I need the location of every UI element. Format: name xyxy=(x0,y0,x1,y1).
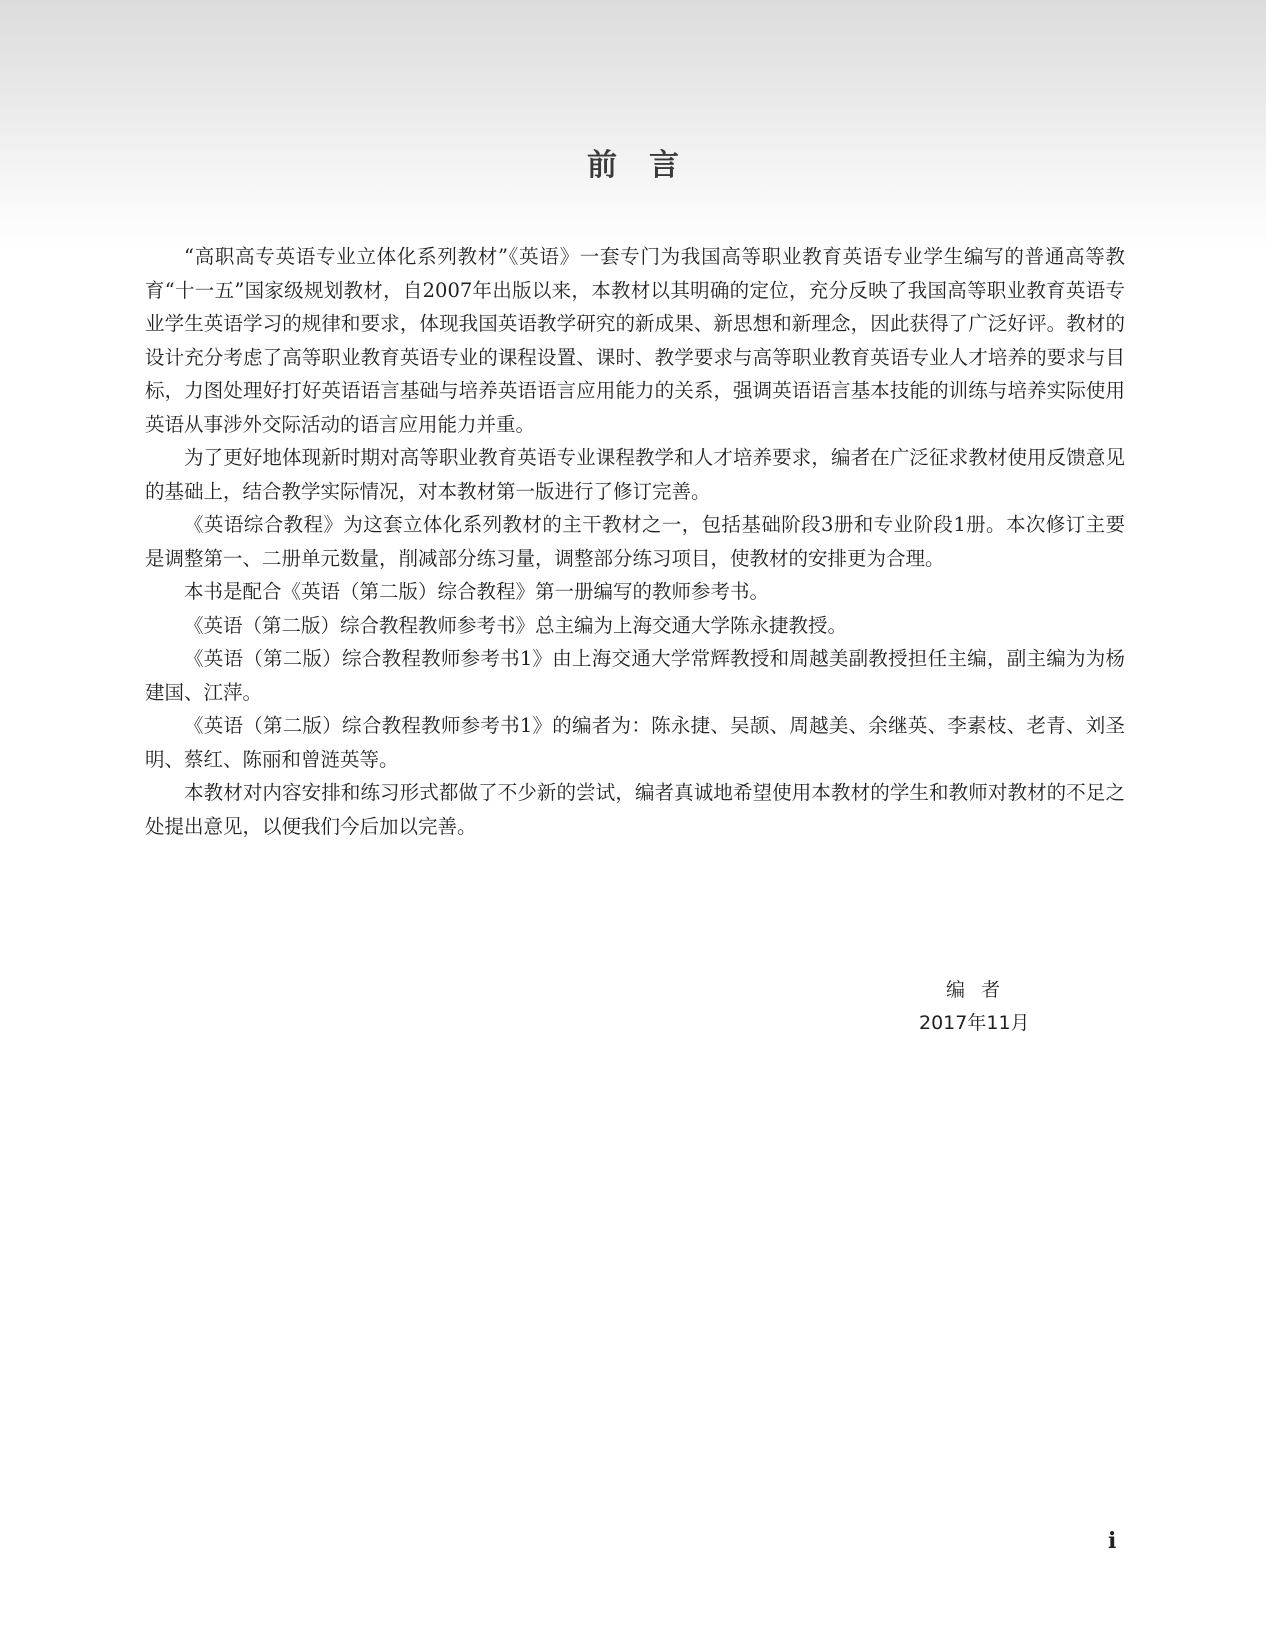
paragraph: 本教材对内容安排和练习形式都做了不少新的尝试，编者真诚地希望使用本教材的学生和教师对教材的不足之处提出意见，以便我们今后加以完善。 xyxy=(145,781,1125,838)
page-title: 前言 xyxy=(587,148,711,183)
paragraph: “高职高专英语专业立体化系列教材”《英语》一套专门为我国高等职业教育英语专业学生编写的普通高等教育“十一五”国家级规划教材，自2007年出版以来，本教材以其明确的定位，充分反映了我国高等职业教育英语专业学生英语学习的规律和要求，体现我国英语教学研究的新成果、新思想和新理念，因此获得了广泛好评。教材的设计充分考虑了高等职业教育英语专业的课程设置、课时、教学要求与高等职业教育英语专业人才培养的要求与目标，力图处理好打好英语语言基础与培养英语语言应用能力的关系，强调英语语言基本技能的训练与培养实际使用英语从事涉外交际活动的语言应用能力并重。 xyxy=(145,245,1125,436)
preface-body xyxy=(145,240,1125,843)
signature-editor: 编者 xyxy=(946,979,1017,1001)
paragraph: 《英语（第二版）综合教程教师参考书1》由上海交通大学常辉教授和周越美副教授担任主编，副主编为为杨建国、江萍。 xyxy=(145,647,1125,704)
paragraph: 《英语（第二版）综合教程教师参考书》总主编为上海交通大学陈永捷教授。 xyxy=(184,613,848,637)
signature-date: 2017年11月 xyxy=(919,1012,1030,1034)
page-number: i xyxy=(1108,1528,1117,1554)
paragraph: 为了更好地体现新时期对高等职业教育英语专业课程教学和人才培养要求，编者在广泛征求教材使用反馈意见的基础上，结合教学实际情况，对本教材第一版进行了修订完善。 xyxy=(145,446,1125,503)
paragraph: 本书是配合《英语（第二版）综合教程》第一册编写的教师参考书。 xyxy=(184,580,770,603)
paragraph: 《英语综合教程》为这套立体化系列教材的主干教材之一，包括基础阶段3册和专业阶段1册。本次修订主要是调整第一、二册单元数量，削减部分练习量，调整部分练习项目，使教材的安排更为合理。 xyxy=(145,513,1125,570)
paragraph: 《英语（第二版）综合教程教师参考书1》的编者为：陈永捷、吴颉、周越美、余继英、李素枝、老青、刘圣明、蔡红、陈丽和曾涟英等。 xyxy=(145,714,1125,771)
